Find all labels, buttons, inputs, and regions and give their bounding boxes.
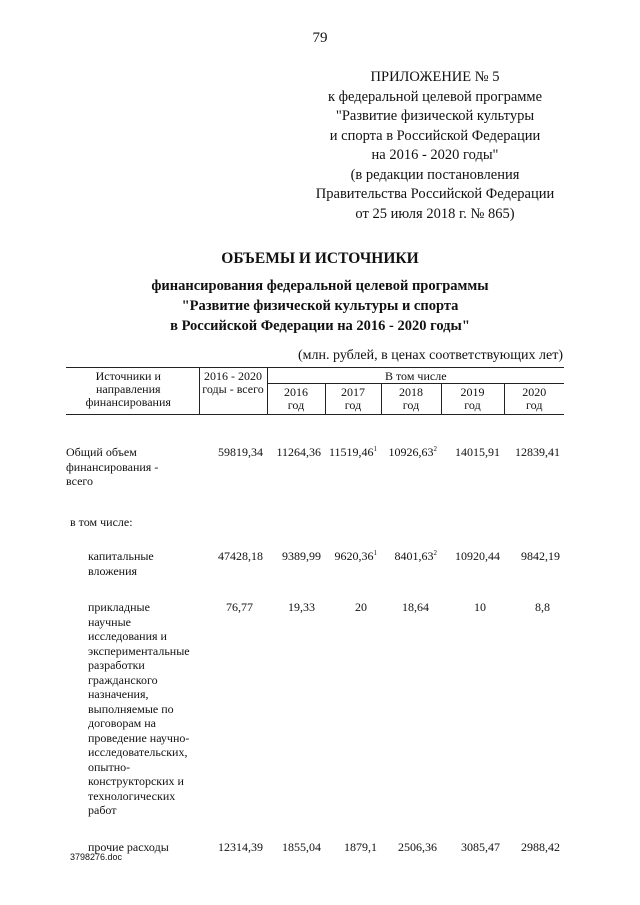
subtitle-line: "Развитие физической культуры и спорта (181, 298, 459, 314)
row-value: 8,8 (535, 600, 550, 614)
row-value: 10920,44 (455, 549, 500, 563)
row-label: прочие расходы (88, 839, 169, 854)
page-number: 79 (312, 30, 328, 46)
row-value: 10926,63$^2$ (388, 445, 437, 459)
appendix-line: и спорта в Российской Федерации (329, 127, 541, 144)
header-year-2019: 2019 год (441, 384, 504, 415)
table-row (66, 415, 564, 489)
row-value: 2988,42 (521, 839, 560, 854)
file-reference: 3798276.doc (70, 852, 123, 862)
header-total: 2016 - 2020 годы - всего (199, 368, 267, 415)
row-value: 9620,36$^1$ (334, 549, 377, 563)
row-total: 47428,18 (218, 549, 263, 563)
row-value: 10 (474, 600, 486, 614)
row-value: 3085,47 (461, 839, 500, 854)
section-label: в том числе: (70, 514, 133, 529)
row-value: 1879,1 (344, 839, 377, 854)
row-value: 19,33 (288, 600, 315, 614)
row-value: 12839,41 (515, 445, 560, 459)
row-total: 12314,39 (218, 839, 263, 854)
subtitle-line: в Российской Федерации на 2016 - 2020 годы" (170, 318, 470, 334)
appendix-line: Правительства Российской Федерации (315, 186, 555, 202)
row-total: 76,77 (226, 600, 253, 614)
appendix-line: (в редакции постановления (350, 166, 520, 183)
header-source: Источники и направления финансирования (66, 368, 199, 415)
row-value: 1855,04 (282, 839, 321, 854)
table-row (66, 578, 564, 818)
row-value: 9389,99 (282, 549, 321, 563)
header-group: В том числе (267, 368, 564, 384)
row-value: 20 (355, 600, 367, 614)
subtitle-line: финансирования федеральной целевой программы (151, 278, 489, 294)
row-total: 59819,34 (218, 445, 263, 459)
header-year-2020: 2020 год (504, 384, 564, 415)
header-year-2017: 2017 год (325, 384, 381, 415)
header-year-2018: 2018 год (381, 384, 441, 415)
appendix-line: ПРИЛОЖЕНИЕ № 5 (370, 69, 500, 85)
appendix-line: от 25 июля 2018 г. № 865) (355, 205, 515, 222)
document-subtitle (0, 276, 640, 336)
row-label: прикладные научные исследования и экспериментальные разработки гражданского назначения, выполняемые по договорам на проведение научно-исследовательских, опытно-конструкторских и технологических работ (88, 600, 190, 817)
row-label: Общий объем финансирования - всего (66, 445, 159, 488)
appendix-line: к федеральной целевой программе (327, 88, 543, 105)
row-value: 9842,19 (521, 549, 560, 563)
row-label: капитальные вложения (88, 549, 154, 578)
row-value: 18,64 (402, 600, 429, 614)
units-note: (млн. рублей, в ценах соответствующих лет) (298, 348, 563, 363)
table-row (66, 818, 564, 855)
row-value: 2506,36 (398, 839, 437, 854)
table-row (66, 489, 564, 530)
header-year-2016: 2016 год (267, 384, 325, 415)
table-row (66, 529, 564, 578)
appendix-header (300, 68, 570, 224)
document-title: ОБЪЕМЫ И ИСТОЧНИКИ (221, 250, 419, 267)
appendix-line: "Развитие физической культуры (335, 108, 535, 124)
financing-table (66, 367, 564, 854)
row-value: 14015,91 (455, 445, 500, 459)
row-value: 8401,63$^2$ (394, 549, 437, 563)
appendix-line: на 2016 - 2020 годы" (371, 147, 499, 163)
row-value: 11519,46$^1$ (328, 445, 377, 459)
row-value: 11264,36 (276, 445, 321, 459)
